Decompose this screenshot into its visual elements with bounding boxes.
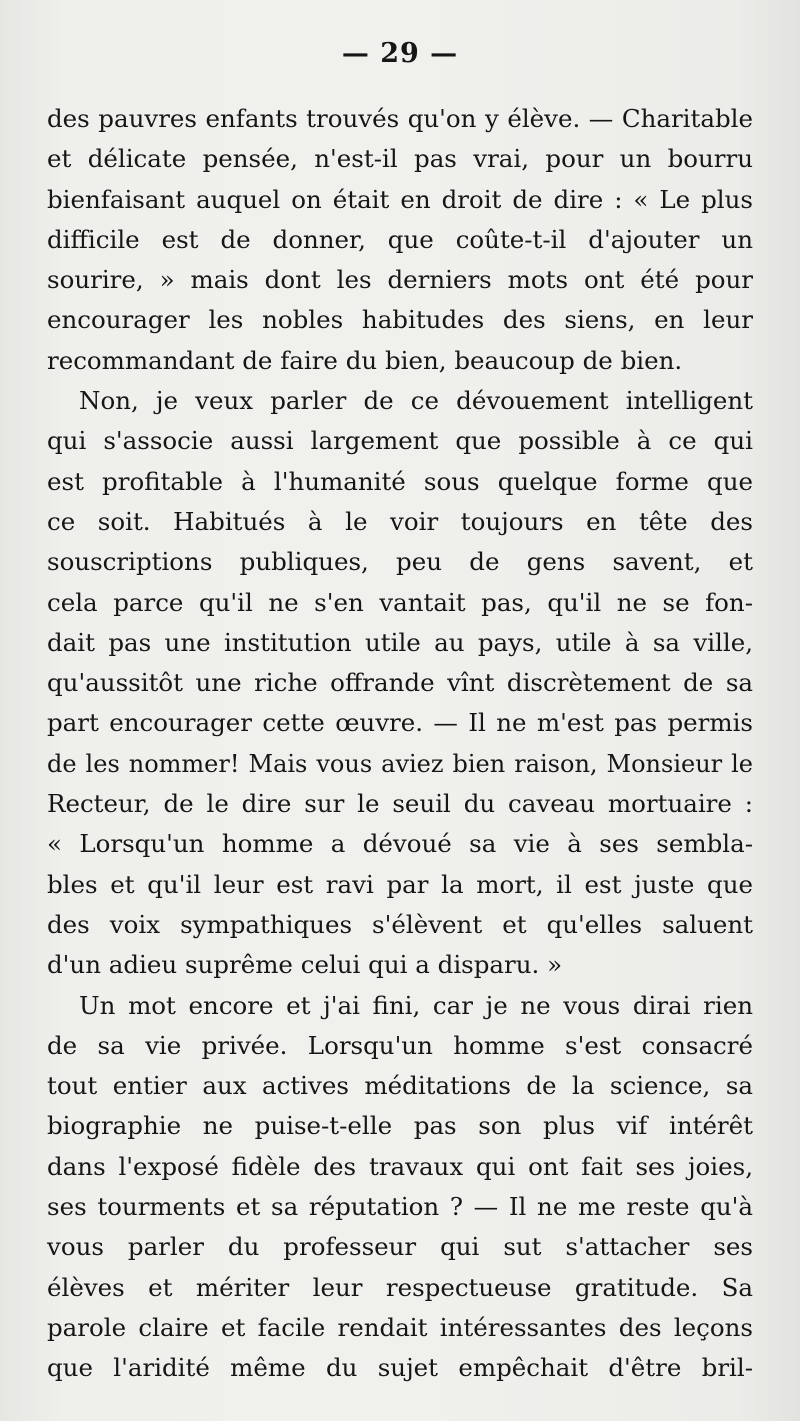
text-line: dans l'exposé fidèle des travaux qui ont fait ses joies, (47, 1151, 753, 1181)
text-line: bienfaisant auquel on était en droit de dire : « Le plus (47, 184, 753, 214)
text-line: « Lorsqu'un homme a dévoué sa vie à ses sembla- (47, 829, 753, 859)
text-line: des voix sympathiques s'élèvent et qu'elles saluent (47, 909, 753, 939)
text-line: vous parler du professeur qui sut s'attacher ses (47, 1232, 753, 1262)
text-line: part encourager cette œuvre. — Il ne m'est pas permis (47, 708, 753, 738)
text-line: qui s'associe aussi largement que possible à ce qui (47, 426, 753, 456)
text-line: ses tourments et sa réputation ? — Il ne me reste qu'à (47, 1192, 753, 1222)
text-line: biographie ne puise-t-elle pas son plus vif intérêt (47, 1111, 753, 1141)
page-number: — 29 — (341, 38, 459, 69)
text-line: bles et qu'il leur est ravi par la mort, il est juste que (47, 869, 753, 899)
text-line: dait pas une institution utile au pays, utile à sa ville, (47, 627, 753, 657)
text-line: de sa vie privée. Lorsqu'un homme s'est consacré (47, 1030, 753, 1060)
text-line: souscriptions publiques, peu de gens savent, et (47, 547, 753, 577)
text-line: tout entier aux actives méditations de la science, sa (47, 1071, 753, 1101)
text-line: que l'aridité même du sujet empêchait d'être bril- (47, 1353, 753, 1383)
text-line: élèves et mériter leur respectueuse gratitude. Sa (47, 1272, 753, 1302)
body-text (47, 99, 753, 1389)
text-line: encourager les nobles habitudes des siens, en leur (47, 305, 753, 335)
text-line: difficile est de donner, que coûte-t-il d'ajouter un (47, 224, 753, 254)
text-line: de les nommer! Mais vous aviez bien raison, Monsieur le (47, 749, 753, 778)
text-line: Un mot encore et j'ai fini, car je ne vous dirai rien (79, 990, 753, 1020)
text-line: des pauvres enfants trouvés qu'on y élève. — Charitable (47, 104, 753, 133)
text-line: d'un adieu suprême celui qui a disparu. » (47, 950, 563, 980)
text-line: recommandant de faire du bien, beaucoup de bien. (47, 345, 683, 375)
text-line: parole claire et facile rendait intéressantes des leçons (47, 1312, 753, 1342)
text-line: Non, je veux parler de ce dévouement intelligent (79, 386, 753, 416)
text-line: sourire, » mais dont les derniers mots ont été pour (47, 265, 753, 295)
text-line: Recteur, de le dire sur le seuil du caveau mortuaire : (47, 789, 753, 819)
text-line: ce soit. Habitués à le voir toujours en tête des (47, 506, 753, 536)
text-line: qu'aussitôt une riche offrande vînt discrètement de sa (47, 668, 753, 698)
text-line: et délicate pensée, n'est-il pas vrai, pour un bourru (47, 144, 753, 174)
text-line: est profitable à l'humanité sous quelque forme que (47, 466, 753, 496)
text-line: cela parce qu'il ne s'en vantait pas, qu'il ne se fon- (47, 587, 753, 617)
